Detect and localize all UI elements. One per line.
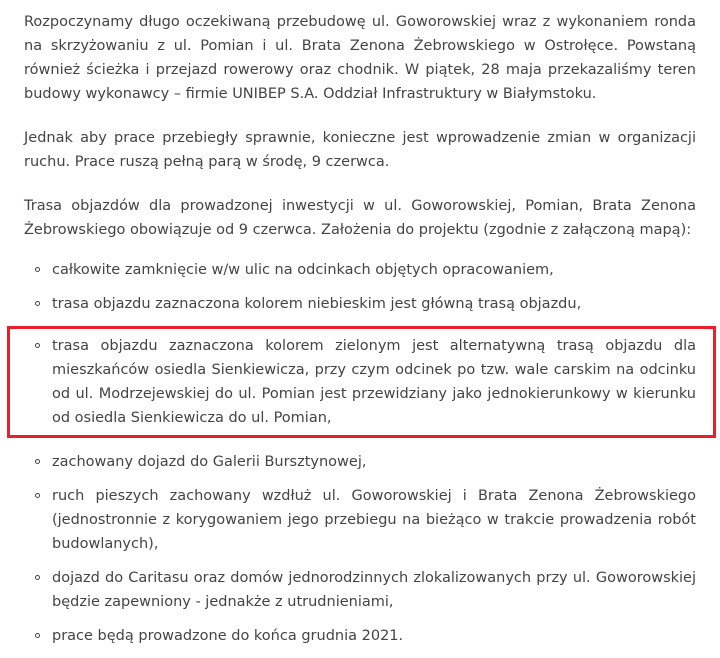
circle-bullet-icon [35, 343, 40, 348]
list-item-text: dojazd do Caritasu oraz domów jednorodzinnych zlokalizowanych przy ul. Goworowskiej będzie zapewniony - jednakże z utrudnieniami, [52, 570, 696, 610]
list-item-text: całkowite zamknięcie w/w ulic na odcinkach objętych opracowaniem, [52, 262, 554, 278]
circle-bullet-icon [35, 575, 40, 580]
circle-bullet-icon [35, 459, 40, 464]
circle-bullet-icon [35, 301, 40, 306]
circle-bullet-icon [35, 493, 40, 498]
traffic-change-paragraph: Jednak aby prace przebiegły sprawnie, konieczne jest wprowadzenie zmian w organizacji ruchu. Prace ruszą pełną parą w środę, 9 czerwca. [24, 130, 696, 170]
circle-bullet-icon [35, 267, 40, 272]
list-item [24, 566, 696, 614]
list-item-text: trasa objazdu zaznaczona kolorem zielonym jest alternatywną trasą objazdu dla mieszkańców osiedla Sienkiewicza, przy czym odcinek po tzw. wale carskim na odcinku od ul. Modrzejewskiej do ul. Pomian jest przewidziany jako jednokierunkowy w kierunku od osiedla Sienkiewicza do ul. Pomian, [52, 338, 696, 426]
list-item [24, 484, 696, 556]
detour-intro-paragraph: Trasa objazdów dla prowadzonej inwestycji w ul. Goworowskiej, Pomian, Brata Zenona Żebrowskiego obowiązuje od 9 czerwca. Założenia do projektu (zgodnie z załączoną mapą): [24, 198, 696, 238]
list-item [24, 258, 696, 282]
list-item [24, 624, 696, 648]
list-item-highlighted [24, 334, 696, 430]
article-body [24, 10, 696, 658]
list-item-text: trasa objazdu zaznaczona kolorem niebieskim jest główną trasą objazdu, [52, 296, 582, 312]
list-item [24, 450, 696, 474]
list-item-text: zachowany dojazd do Galerii Bursztynowej, [52, 454, 367, 470]
intro-paragraph: Rozpoczynamy długo oczekiwaną przebudowę ul. Goworowskiej wraz z wykonaniem ronda na skrzyżowaniu z ul. Pomian i ul. Brata Zenona Żebrowskiego w Ostrołęce. Powstaną również ścieżka i przejazd rowerowy oraz chodnik. W piątek, 28 maja przekazaliśmy teren budowy wykonawcy – firmie UNIBEP S.A. Oddział Infrastruktury w Białymstoku. [24, 14, 696, 102]
list-item-text: ruch pieszych zachowany wzdłuż ul. Goworowskiej i Brata Zenona Żebrowskiego (jednostronnie z korygowaniem jego przebiegu na bieżąco w trakcie prowadzenia robót budowlanych), [52, 488, 696, 552]
list-item [24, 292, 696, 316]
list-item-text: prace będą prowadzone do końca grudnia 2021. [52, 628, 404, 644]
detour-assumptions-list [24, 258, 696, 648]
circle-bullet-icon [35, 633, 40, 638]
